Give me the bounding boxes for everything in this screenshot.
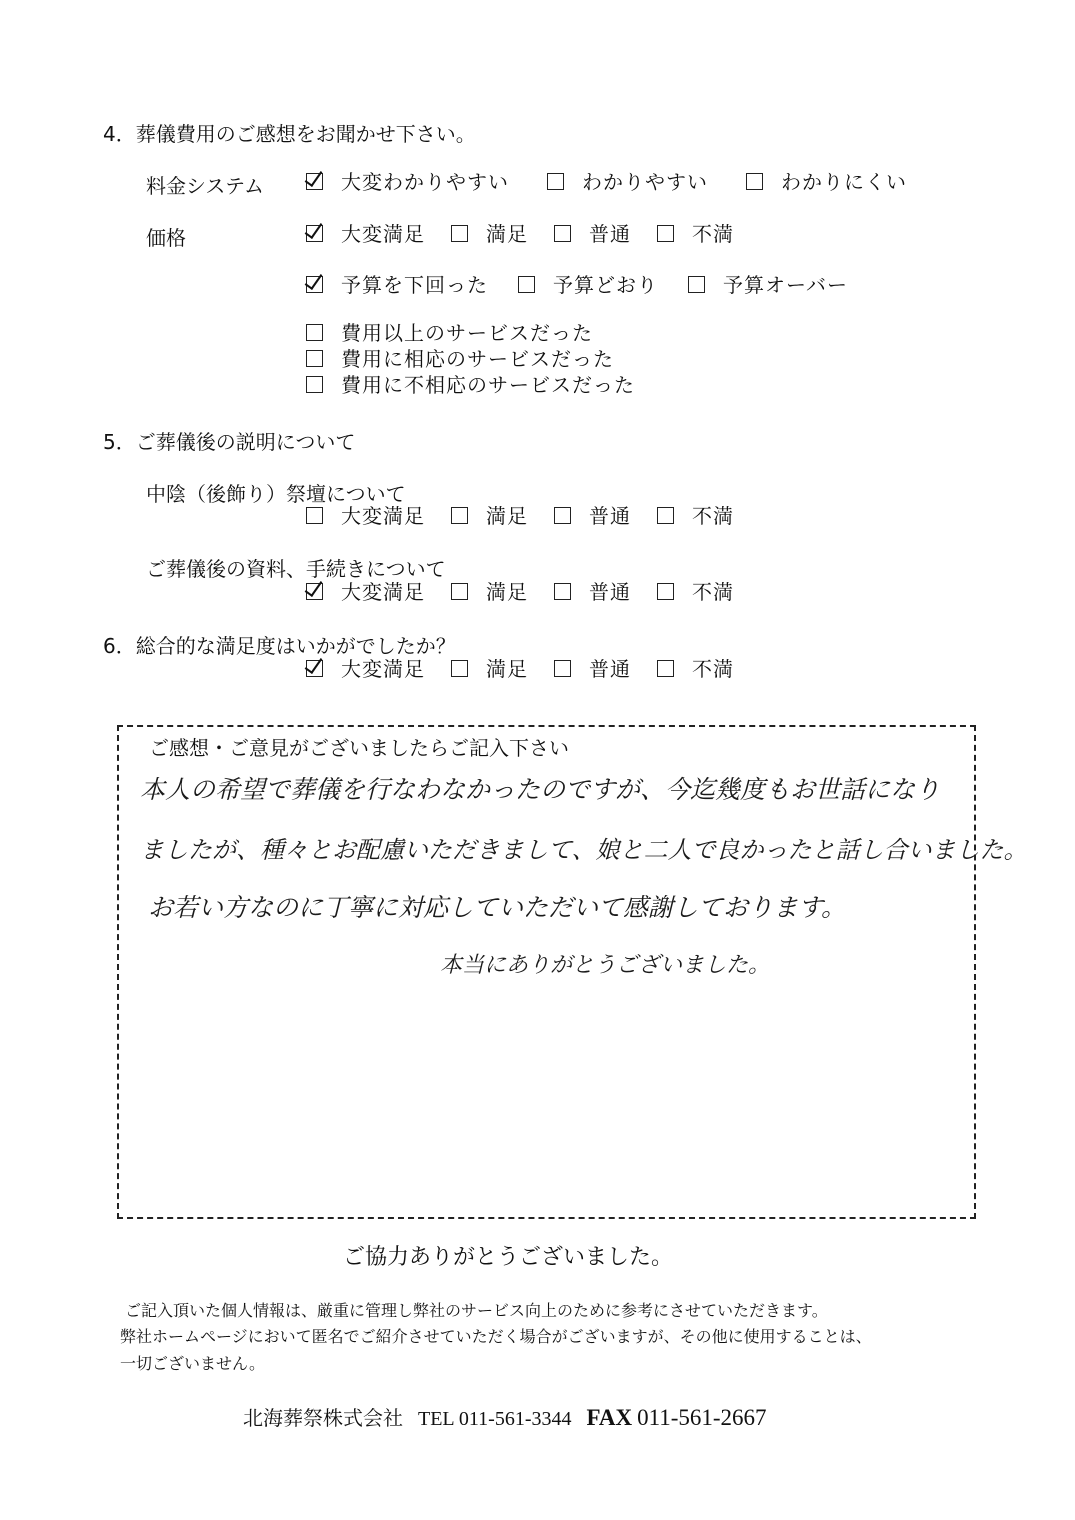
option-label: 満足: [486, 580, 528, 604]
option-label: 費用に不相応のサービスだった: [341, 373, 635, 397]
option-label: 大変満足: [341, 580, 425, 604]
checkbox-option[interactable]: [554, 222, 631, 246]
checkbox-option[interactable]: [518, 273, 658, 297]
option-label: 普通: [589, 222, 631, 246]
comment-line: 本人の希望で葬儀を行なわなかったのですが、今迄幾度もお世話になり: [140, 775, 941, 804]
q6-options: [306, 653, 734, 682]
checkbox-option[interactable]: [451, 504, 528, 528]
checkbox[interactable]: [451, 507, 468, 524]
q4-budget-options: [306, 269, 848, 298]
privacy-line: ご記入頂いた個人情報は、厳重に管理し弊社のサービス向上のために参考にさせていただきます。: [125, 1301, 828, 1320]
checkbox-option[interactable]: [306, 580, 425, 604]
checkbox-option[interactable]: [306, 320, 635, 346]
q4-service-options: [306, 320, 635, 398]
checkbox-checked[interactable]: [306, 276, 323, 293]
q4-price-options: [306, 218, 734, 247]
q4-system-options: [306, 166, 907, 195]
checkbox[interactable]: [306, 324, 323, 341]
checkbox-checked[interactable]: [306, 660, 323, 677]
checkbox[interactable]: [554, 660, 571, 677]
checkbox-option[interactable]: [306, 222, 425, 246]
checkbox-option[interactable]: [688, 273, 848, 297]
checkbox-option[interactable]: [306, 657, 425, 681]
q4-title: 4．葬儀費用のご感想をお聞かせ下さい。: [103, 122, 476, 146]
checkbox[interactable]: [554, 225, 571, 242]
checkbox-option[interactable]: [657, 504, 734, 528]
checkbox[interactable]: [547, 173, 564, 190]
checkbox-option[interactable]: [657, 222, 734, 246]
option-label: わかりにくい: [781, 170, 907, 194]
q5-docs-label: ご葬儀後の資料、手続きについて: [146, 557, 446, 581]
checkbox[interactable]: [657, 507, 674, 524]
option-label: 予算どおり: [553, 273, 658, 297]
option-label: 費用以上のサービスだった: [341, 321, 593, 345]
option-label: 大変わかりやすい: [341, 170, 509, 194]
option-label: 不満: [692, 504, 734, 528]
comment-line: お若い方なのに丁寧に対応していただいて感謝しております。: [148, 893, 847, 922]
checkbox-option[interactable]: [306, 170, 509, 194]
q4-price-label: 価格: [146, 226, 186, 250]
option-label: 不満: [692, 580, 734, 604]
option-label: 普通: [589, 657, 631, 681]
checkbox[interactable]: [688, 276, 705, 293]
checkbox[interactable]: [451, 225, 468, 242]
checkbox-option[interactable]: [657, 580, 734, 604]
checkbox-checked[interactable]: [306, 173, 323, 190]
checkbox[interactable]: [306, 350, 323, 367]
checkbox[interactable]: [746, 173, 763, 190]
q5-title: 5．ご葬儀後の説明について: [103, 430, 356, 454]
option-label: 満足: [486, 657, 528, 681]
checkbox-option[interactable]: [547, 170, 708, 194]
tel: TEL 011-561-3344: [418, 1408, 572, 1430]
option-label: 費用に相応のサービスだった: [341, 347, 614, 371]
option-label: 大変満足: [341, 657, 425, 681]
checkbox-option[interactable]: [554, 504, 631, 528]
comment-label: ご感想・ご意見がございましたらご記入下さい: [146, 732, 572, 761]
q4-system-label: 料金システム: [146, 174, 264, 198]
company-name: 北海葬祭株式会社: [243, 1408, 403, 1430]
option-label: 普通: [589, 504, 631, 528]
option-label: 不満: [692, 657, 734, 681]
checkbox-option[interactable]: [306, 504, 425, 528]
checkbox[interactable]: [554, 507, 571, 524]
option-label: 予算オーバー: [723, 273, 848, 297]
checkbox[interactable]: [657, 660, 674, 677]
option-label: 予算を下回った: [341, 273, 488, 297]
checkbox[interactable]: [306, 507, 323, 524]
comment-line: ましたが、種々とお配慮いただきまして、娘と二人で良かったと話し合いました。: [140, 836, 1028, 864]
checkbox-option[interactable]: [306, 372, 635, 398]
checkbox[interactable]: [518, 276, 535, 293]
checkbox-option[interactable]: [657, 657, 734, 681]
checkbox-option[interactable]: [554, 580, 631, 604]
option-label: 満足: [486, 222, 528, 246]
checkbox-option[interactable]: [306, 273, 488, 297]
q5-altar-label: 中陰（後飾り）祭壇について: [146, 482, 406, 506]
comment-line: 本当にありがとうございました。: [440, 953, 771, 978]
option-label: 不満: [692, 222, 734, 246]
checkbox-checked[interactable]: [306, 583, 323, 600]
checkbox[interactable]: [451, 660, 468, 677]
thanks-message: ご協力ありがとうございました。: [343, 1245, 674, 1270]
checkbox-checked[interactable]: [306, 225, 323, 242]
checkbox-option[interactable]: [306, 346, 635, 372]
checkbox[interactable]: [657, 225, 674, 242]
option-label: 大変満足: [341, 504, 425, 528]
checkbox[interactable]: [451, 583, 468, 600]
option-label: 満足: [486, 504, 528, 528]
option-label: わかりやすい: [582, 170, 708, 194]
option-label: 大変満足: [341, 222, 425, 246]
fax: 011-561-2667: [637, 1405, 767, 1430]
footer: [243, 1402, 767, 1431]
privacy-line: 弊社ホームページにおいて匿名でご紹介させていただく場合がございますが、その他に使用することは、: [120, 1327, 872, 1346]
option-label: 普通: [589, 580, 631, 604]
q5-altar-options: [306, 500, 734, 529]
q6-title: 6．総合的な満足度はいかがでしたか？: [103, 634, 456, 658]
checkbox-option[interactable]: [746, 170, 907, 194]
checkbox[interactable]: [554, 583, 571, 600]
checkbox-option[interactable]: [451, 580, 528, 604]
checkbox-option[interactable]: [451, 657, 528, 681]
checkbox[interactable]: [657, 583, 674, 600]
checkbox[interactable]: [306, 376, 323, 393]
checkbox-option[interactable]: [451, 222, 528, 246]
checkbox-option[interactable]: [554, 657, 631, 681]
fax-label: FAX: [586, 1405, 633, 1430]
q5-docs-options: [306, 576, 734, 605]
privacy-line: 一切ございません。: [120, 1354, 265, 1373]
